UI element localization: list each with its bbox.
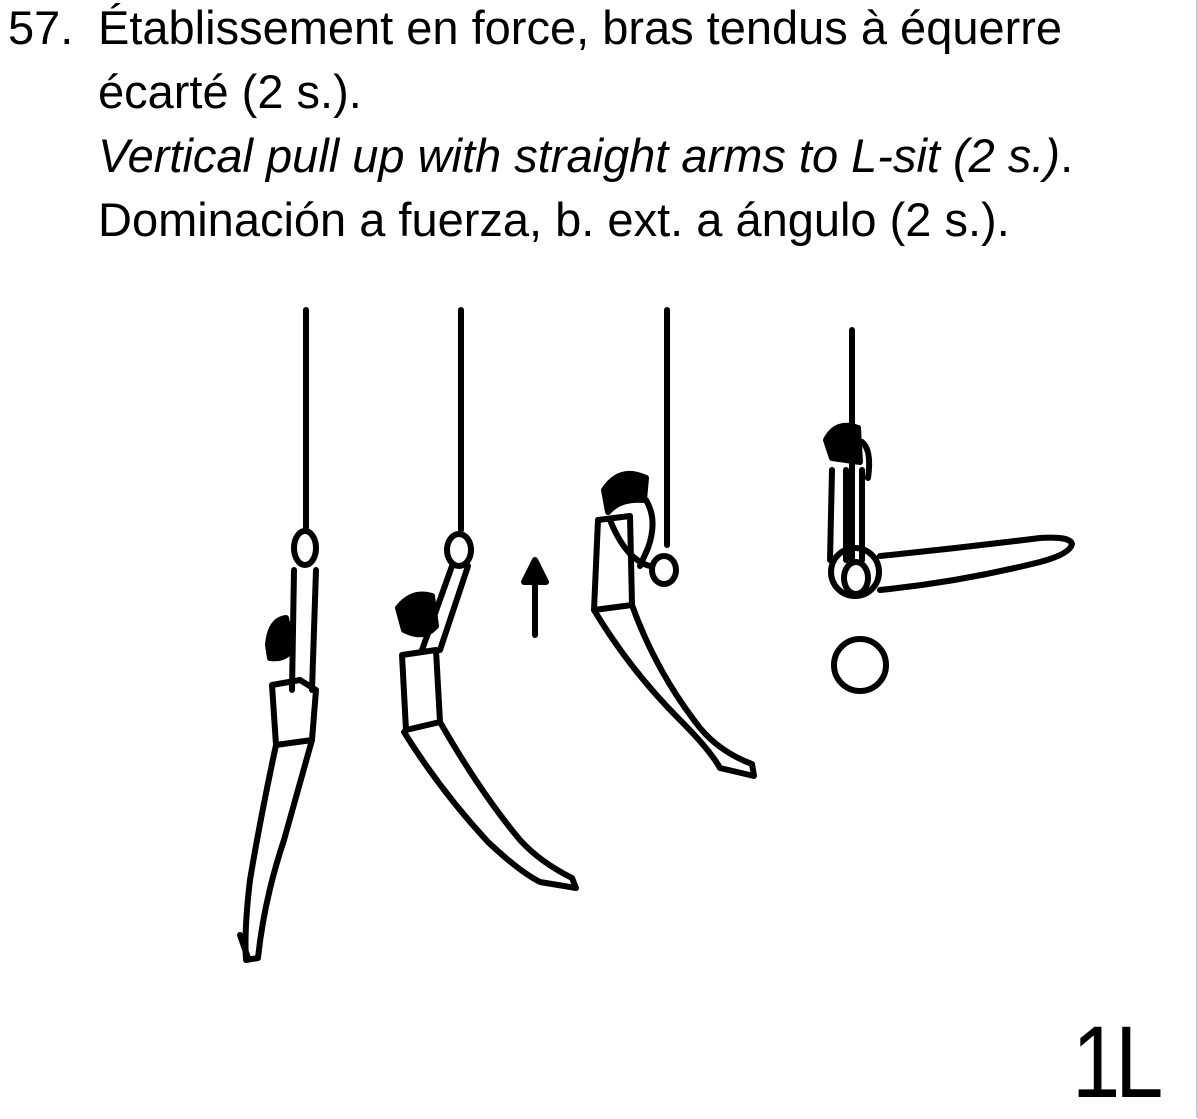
english-description-period: . [1060, 129, 1074, 182]
level-code-label: 1L [1072, 1005, 1159, 1119]
spanish-description: Dominación a fuerza, b. ext. a ángulo (2 s.). [98, 193, 1010, 246]
item-number: 57. [8, 1, 74, 54]
gymnast-l-sit-figure [826, 330, 1072, 691]
gymnast-hang-figure [240, 310, 316, 960]
french-description-line2: écarté (2 s.). [98, 65, 362, 118]
french-description-line1: Établissement en force, bras tendus à équerre [98, 1, 1063, 54]
upward-arrow-icon [524, 560, 546, 635]
gymnast-pike-figure [594, 310, 754, 776]
gymnast-pull-figure [398, 310, 576, 888]
english-description-text: Vertical pull up with straight arms to L-sit (2 s.) [98, 129, 1061, 182]
